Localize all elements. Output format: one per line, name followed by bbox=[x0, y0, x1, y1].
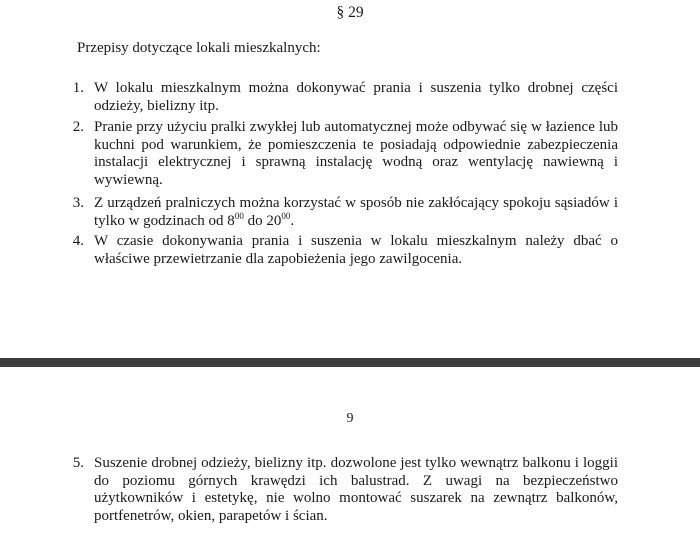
list-item bbox=[72, 233, 618, 268]
list-item-number: 3. bbox=[72, 195, 84, 211]
page-number: 9 bbox=[346, 411, 354, 426]
document-page-bottom bbox=[0, 367, 700, 541]
page-separator bbox=[0, 358, 700, 367]
list-item-number: 2. bbox=[72, 119, 84, 135]
list-item-number: 5. bbox=[72, 455, 84, 471]
intro-paragraph: Przepisy dotyczące lokali mieszkalnych: bbox=[77, 40, 321, 56]
list-item bbox=[72, 195, 618, 230]
list-item-number: 1. bbox=[72, 80, 84, 96]
list-item-text: W czasie dokonywania prania i suszenia w lokalu mieszkalnym należy dbać o właściwe przewietrzanie dla zapobieżenia jego zawilgocenia. bbox=[94, 233, 618, 267]
hour-superscript: 00 bbox=[234, 210, 244, 221]
list-item-text: Z urządzeń pralniczych można korzystać w sposób nie zakłócający spokoju sąsiadów i tylko w godzinach od $8^{00}$ do $20^{00}$. bbox=[94, 195, 618, 229]
section-heading: § 29 bbox=[336, 4, 364, 21]
list-item bbox=[72, 119, 618, 189]
list-item-number: 4. bbox=[72, 233, 84, 249]
list-item-text: W lokalu mieszkalnym można dokonywać prania i suszenia tylko drobnej części odzieży, bielizny itp. bbox=[94, 80, 618, 114]
hour-superscript: 00 bbox=[281, 210, 291, 221]
list-item bbox=[72, 455, 618, 525]
list-item-text: Suszenie drobnej odzieży, bielizny itp. dozwolone jest tylko wewnątrz balkonu i loggii do poziomu górnych krawędzi ich balustrad. Z uwagi na bezpieczeństwo użytkowników i estetykę, nie wolno montować suszarek na zewnątrz balkonów, portfenetrów, okien, parapetów i ścian. bbox=[94, 455, 618, 524]
list-item-text: Pranie przy użyciu pralki zwykłej lub automatycznej może odbywać się w łazience lub kuchni pod warunkiem, że pomieszczenia te posiadają odpowiednie zabezpieczenia instalacji elektrycznej i sprawną instalację wodną oraz wentylację nawiewną i wywiewną. bbox=[94, 119, 618, 188]
list-item bbox=[72, 80, 618, 115]
